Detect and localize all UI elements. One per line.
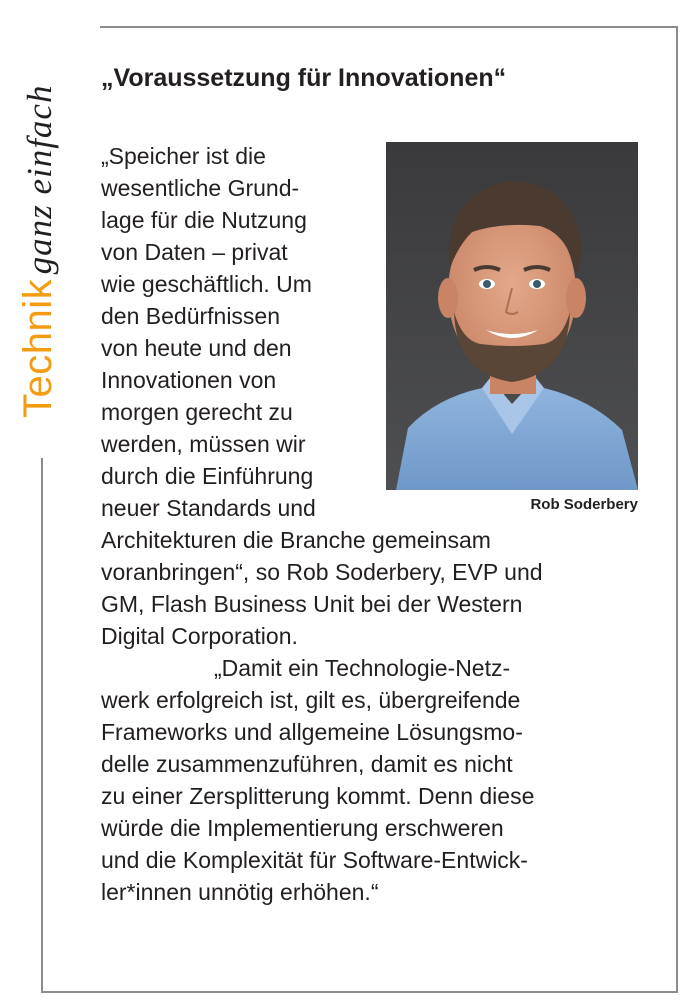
- body-line: zu einer Zersplitterung kommt. Denn diese: [101, 783, 535, 809]
- section-rubric: [18, 85, 58, 418]
- body-line: von Daten – privat: [101, 239, 288, 265]
- body-line: „Speicher ist die: [101, 143, 266, 169]
- rubric-main-label: Technik: [16, 278, 60, 418]
- frame-bottom-border: [41, 991, 678, 993]
- body-line: delle zusammenzuführen, damit es nicht: [101, 751, 513, 777]
- body-line: von heute und den: [101, 335, 292, 361]
- body-line: wie geschäftlich. Um: [101, 271, 312, 297]
- body-line: ler*innen unnötig erhöhen.“: [101, 879, 379, 905]
- body-line: Frameworks und allgemeine Lösungsmo-: [101, 719, 523, 745]
- article-headline: „Voraussetzung für Innovationen“: [101, 64, 507, 92]
- body-line-indented: „Damit ein Technologie-Netz-: [214, 655, 511, 681]
- body-line: lage für die Nutzung: [101, 207, 307, 233]
- body-line: Architekturen die Branche gemeinsam: [101, 527, 491, 553]
- body-line: würde die Implementierung erschweren: [101, 815, 504, 841]
- body-line: und die Komplexität für Software-Entwick-: [101, 847, 528, 873]
- body-line: durch die Einführung: [101, 463, 314, 489]
- body-line: Digital Corporation.: [101, 623, 298, 649]
- body-line: den Bedürfnissen: [101, 303, 281, 329]
- rubric-sub-label: ganz einfach: [20, 84, 59, 275]
- body-line: GM, Flash Business Unit bei der Western: [101, 591, 523, 617]
- article-body: [101, 140, 641, 908]
- body-line: wesentliche Grund-: [101, 175, 300, 201]
- body-line: Innovationen von: [101, 367, 277, 393]
- body-line: voranbringen“, so Rob Soderbery, EVP und: [101, 559, 543, 585]
- frame-left-border: [41, 458, 43, 993]
- frame-right-border: [676, 26, 678, 993]
- photo-caption: Rob Soderbery: [530, 496, 638, 513]
- body-line: neuer Standards und: [101, 495, 316, 521]
- body-line: werden, müssen wir: [101, 431, 306, 457]
- body-line: werk erfolgreich ist, gilt es, übergreifende: [101, 687, 521, 713]
- body-line: morgen gerecht zu: [101, 399, 293, 425]
- frame-top-border: [100, 26, 678, 28]
